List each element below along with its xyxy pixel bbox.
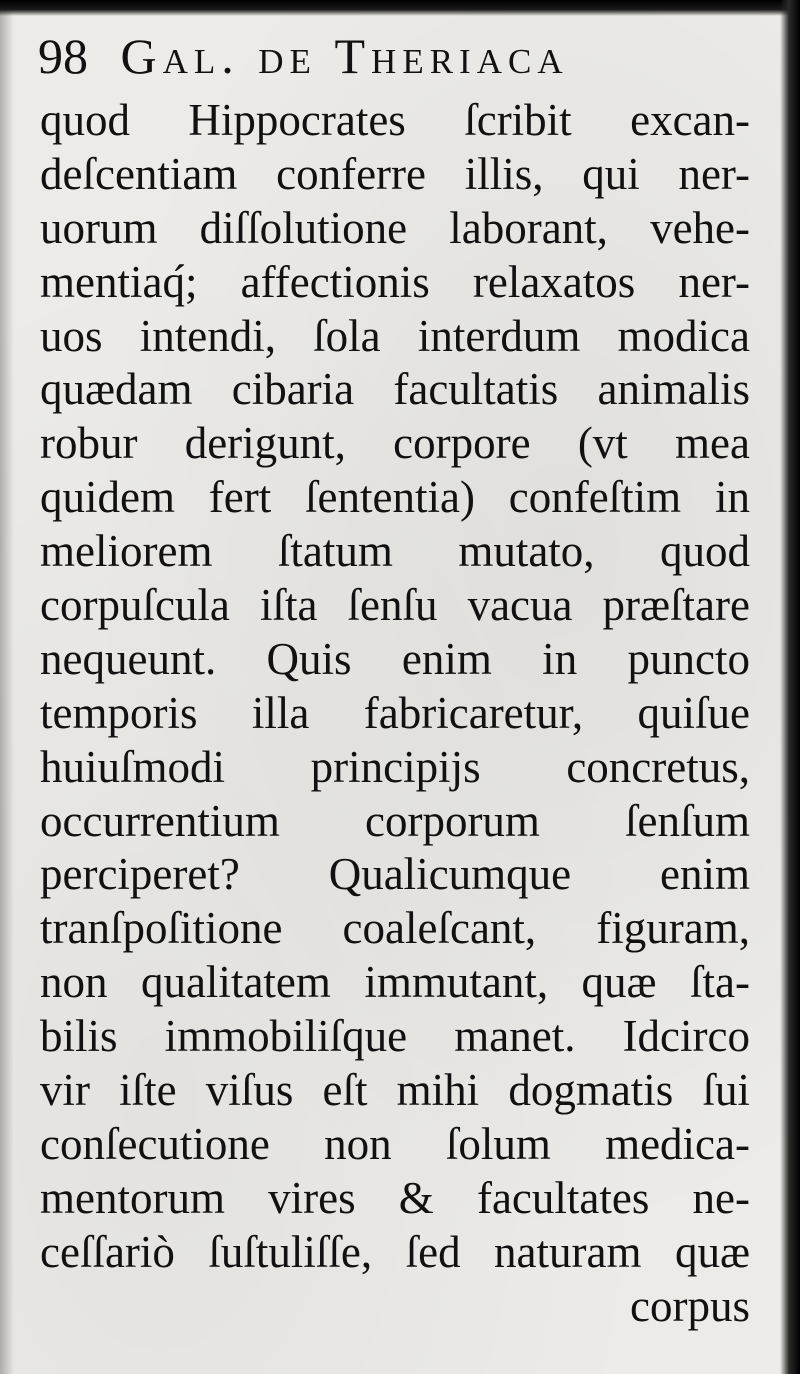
text-line: mentiaq́; affectionis relaxatos ner- bbox=[40, 256, 750, 307]
text-line: bilis immobiliſque manet. Idcirco bbox=[40, 1011, 750, 1062]
text-line: tranſpoſitione coaleſcant, figuram, bbox=[40, 903, 750, 954]
text-line: vir iſte viſus eſt mihi dogmatis ſui bbox=[40, 1065, 750, 1116]
text-line: quidem fert ſententia) confeſtim in bbox=[40, 472, 750, 523]
running-header bbox=[38, 26, 758, 86]
body-text bbox=[40, 94, 750, 1333]
text-line: corpuſcula iſta ſenſu vacua præſtare bbox=[40, 580, 750, 631]
page-number: 98 bbox=[38, 28, 88, 84]
text-line: conſecutione non ſolum medica- bbox=[40, 1118, 750, 1169]
text-line: uorum diſſolutione laborant, vehe- bbox=[40, 202, 750, 253]
text-line: meliorem ſtatum mutato, quod bbox=[40, 526, 750, 577]
catchword: corpus bbox=[630, 1280, 750, 1331]
text-line: huiuſmodi principijs concretus, bbox=[40, 741, 750, 792]
running-title: Gal. de Theriaca bbox=[120, 28, 569, 84]
text-line: mentorum vires & facultates ne- bbox=[40, 1172, 750, 1223]
text-line: uos intendi, ſola interdum modica bbox=[40, 310, 750, 361]
text-line: deſcentiam conferre illis, qui ner- bbox=[40, 148, 750, 199]
text-line: robur derigunt, corpore (vt mea bbox=[40, 418, 750, 469]
text-line: perciperet? Qualicumque enim bbox=[40, 849, 750, 900]
text-line: ceſſariò ſuſtuliſſe, ſed naturam quæ bbox=[40, 1226, 750, 1277]
text-line: non qualitatem immutant, quæ ſta- bbox=[40, 957, 750, 1008]
page-gutter-shadow bbox=[0, 0, 14, 1374]
page-right-edge bbox=[780, 0, 800, 1374]
page-top-edge bbox=[0, 0, 800, 16]
text-line: quod Hippocrates ſcribit excan- bbox=[40, 95, 750, 145]
text-line: nequeunt. Quis enim in puncto bbox=[40, 633, 750, 684]
text-line: temporis illa fabricaretur, quiſue bbox=[40, 687, 750, 738]
text-line: occurrentium corporum ſenſum bbox=[40, 795, 750, 846]
text-line: quædam cibaria facultatis animalis bbox=[40, 364, 750, 415]
